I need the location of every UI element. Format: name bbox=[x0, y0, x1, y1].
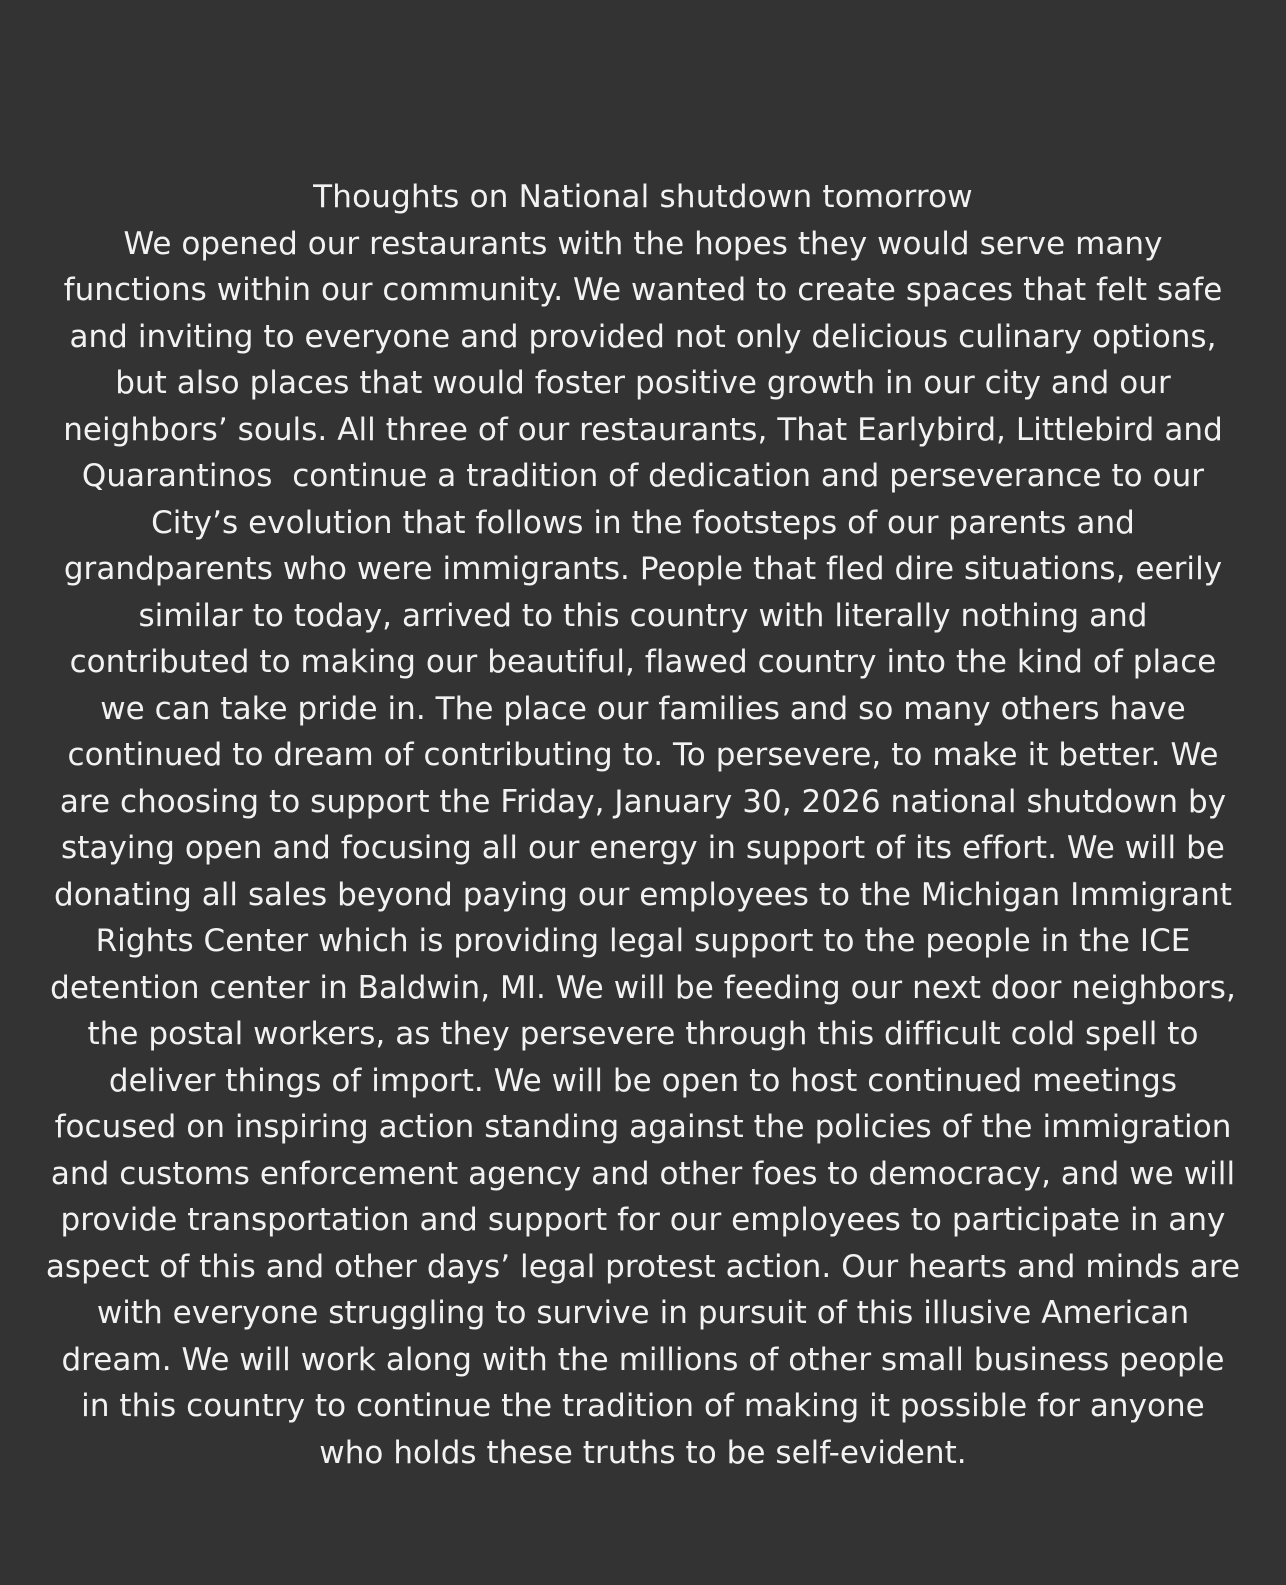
statement-line: grandparents who were immigrants. People that fled dire situations, eerily bbox=[63, 551, 1223, 587]
statement-line: detention center in Baldwin, MI. We will be feeding our next door neighbors, bbox=[50, 969, 1236, 1006]
statement-line: deliver things of import. We will be open to host continued meetings bbox=[108, 1062, 1178, 1099]
statement-line: neighbors’ souls. All three of our restaurants, That Earlybird, Littlebird and bbox=[63, 411, 1223, 448]
statement-line: we can take pride in. The place our families and so many others have bbox=[100, 690, 1186, 727]
statement-line: contributed to making our beautiful, flawed country into the kind of place bbox=[69, 644, 1217, 680]
statement-line: and customs enforcement agency and other foes to democracy, and we will bbox=[50, 1155, 1236, 1192]
statement-line: provide transportation and support for our employees to participate in any bbox=[60, 1202, 1226, 1238]
statement-line: Rights Center which is providing legal support to the people in the ICE bbox=[95, 923, 1191, 959]
statement-line: who holds these truths to be self-evident. bbox=[319, 1434, 967, 1471]
statement-line: but also places that would foster positive growth in our city and our bbox=[115, 365, 1171, 401]
statement-line: aspect of this and other days’ legal protest action. Our hearts and minds are bbox=[45, 1248, 1241, 1285]
statement-line: donating all sales beyond paying our employees to the Michigan Immigrant bbox=[54, 876, 1232, 913]
statement-line: and inviting to everyone and provided not only delicious culinary options, bbox=[69, 318, 1217, 355]
statement-line: Quarantinos continue a tradition of dedication and perseverance to our bbox=[81, 458, 1205, 494]
statement-line: in this country to continue the tradition of making it possible for anyone bbox=[81, 1388, 1205, 1424]
statement-line: are choosing to support the Friday, January 30, 2026 national shutdown by bbox=[59, 783, 1227, 820]
statement-line: staying open and focusing all our energy in support of its effort. We will be bbox=[61, 830, 1225, 866]
statement-line: similar to today, arrived to this country with literally nothing and bbox=[138, 597, 1148, 634]
statement-line: functions within our community. We wanted to create spaces that felt safe bbox=[63, 272, 1223, 308]
statement-line: with everyone struggling to survive in pursuit of this illusive American bbox=[96, 1295, 1190, 1331]
statement-line: dream. We will work along with the millions of other small business people bbox=[61, 1341, 1225, 1378]
statement-line: focused on inspiring action standing against the policies of the immigration bbox=[54, 1109, 1232, 1145]
statement-text-block bbox=[20, 174, 1266, 1476]
statement-line: the postal workers, as they persevere through this difficult cold spell to bbox=[87, 1016, 1199, 1052]
statement-line: City’s evolution that follows in the footsteps of our parents and bbox=[151, 504, 1135, 541]
statement-line: continued to dream of contributing to. To persevere, to make it better. We bbox=[67, 737, 1219, 773]
statement-title: Thoughts on National shutdown tomorrow bbox=[313, 179, 973, 215]
statement-line: We opened our restaurants with the hopes they would serve many bbox=[123, 225, 1163, 262]
